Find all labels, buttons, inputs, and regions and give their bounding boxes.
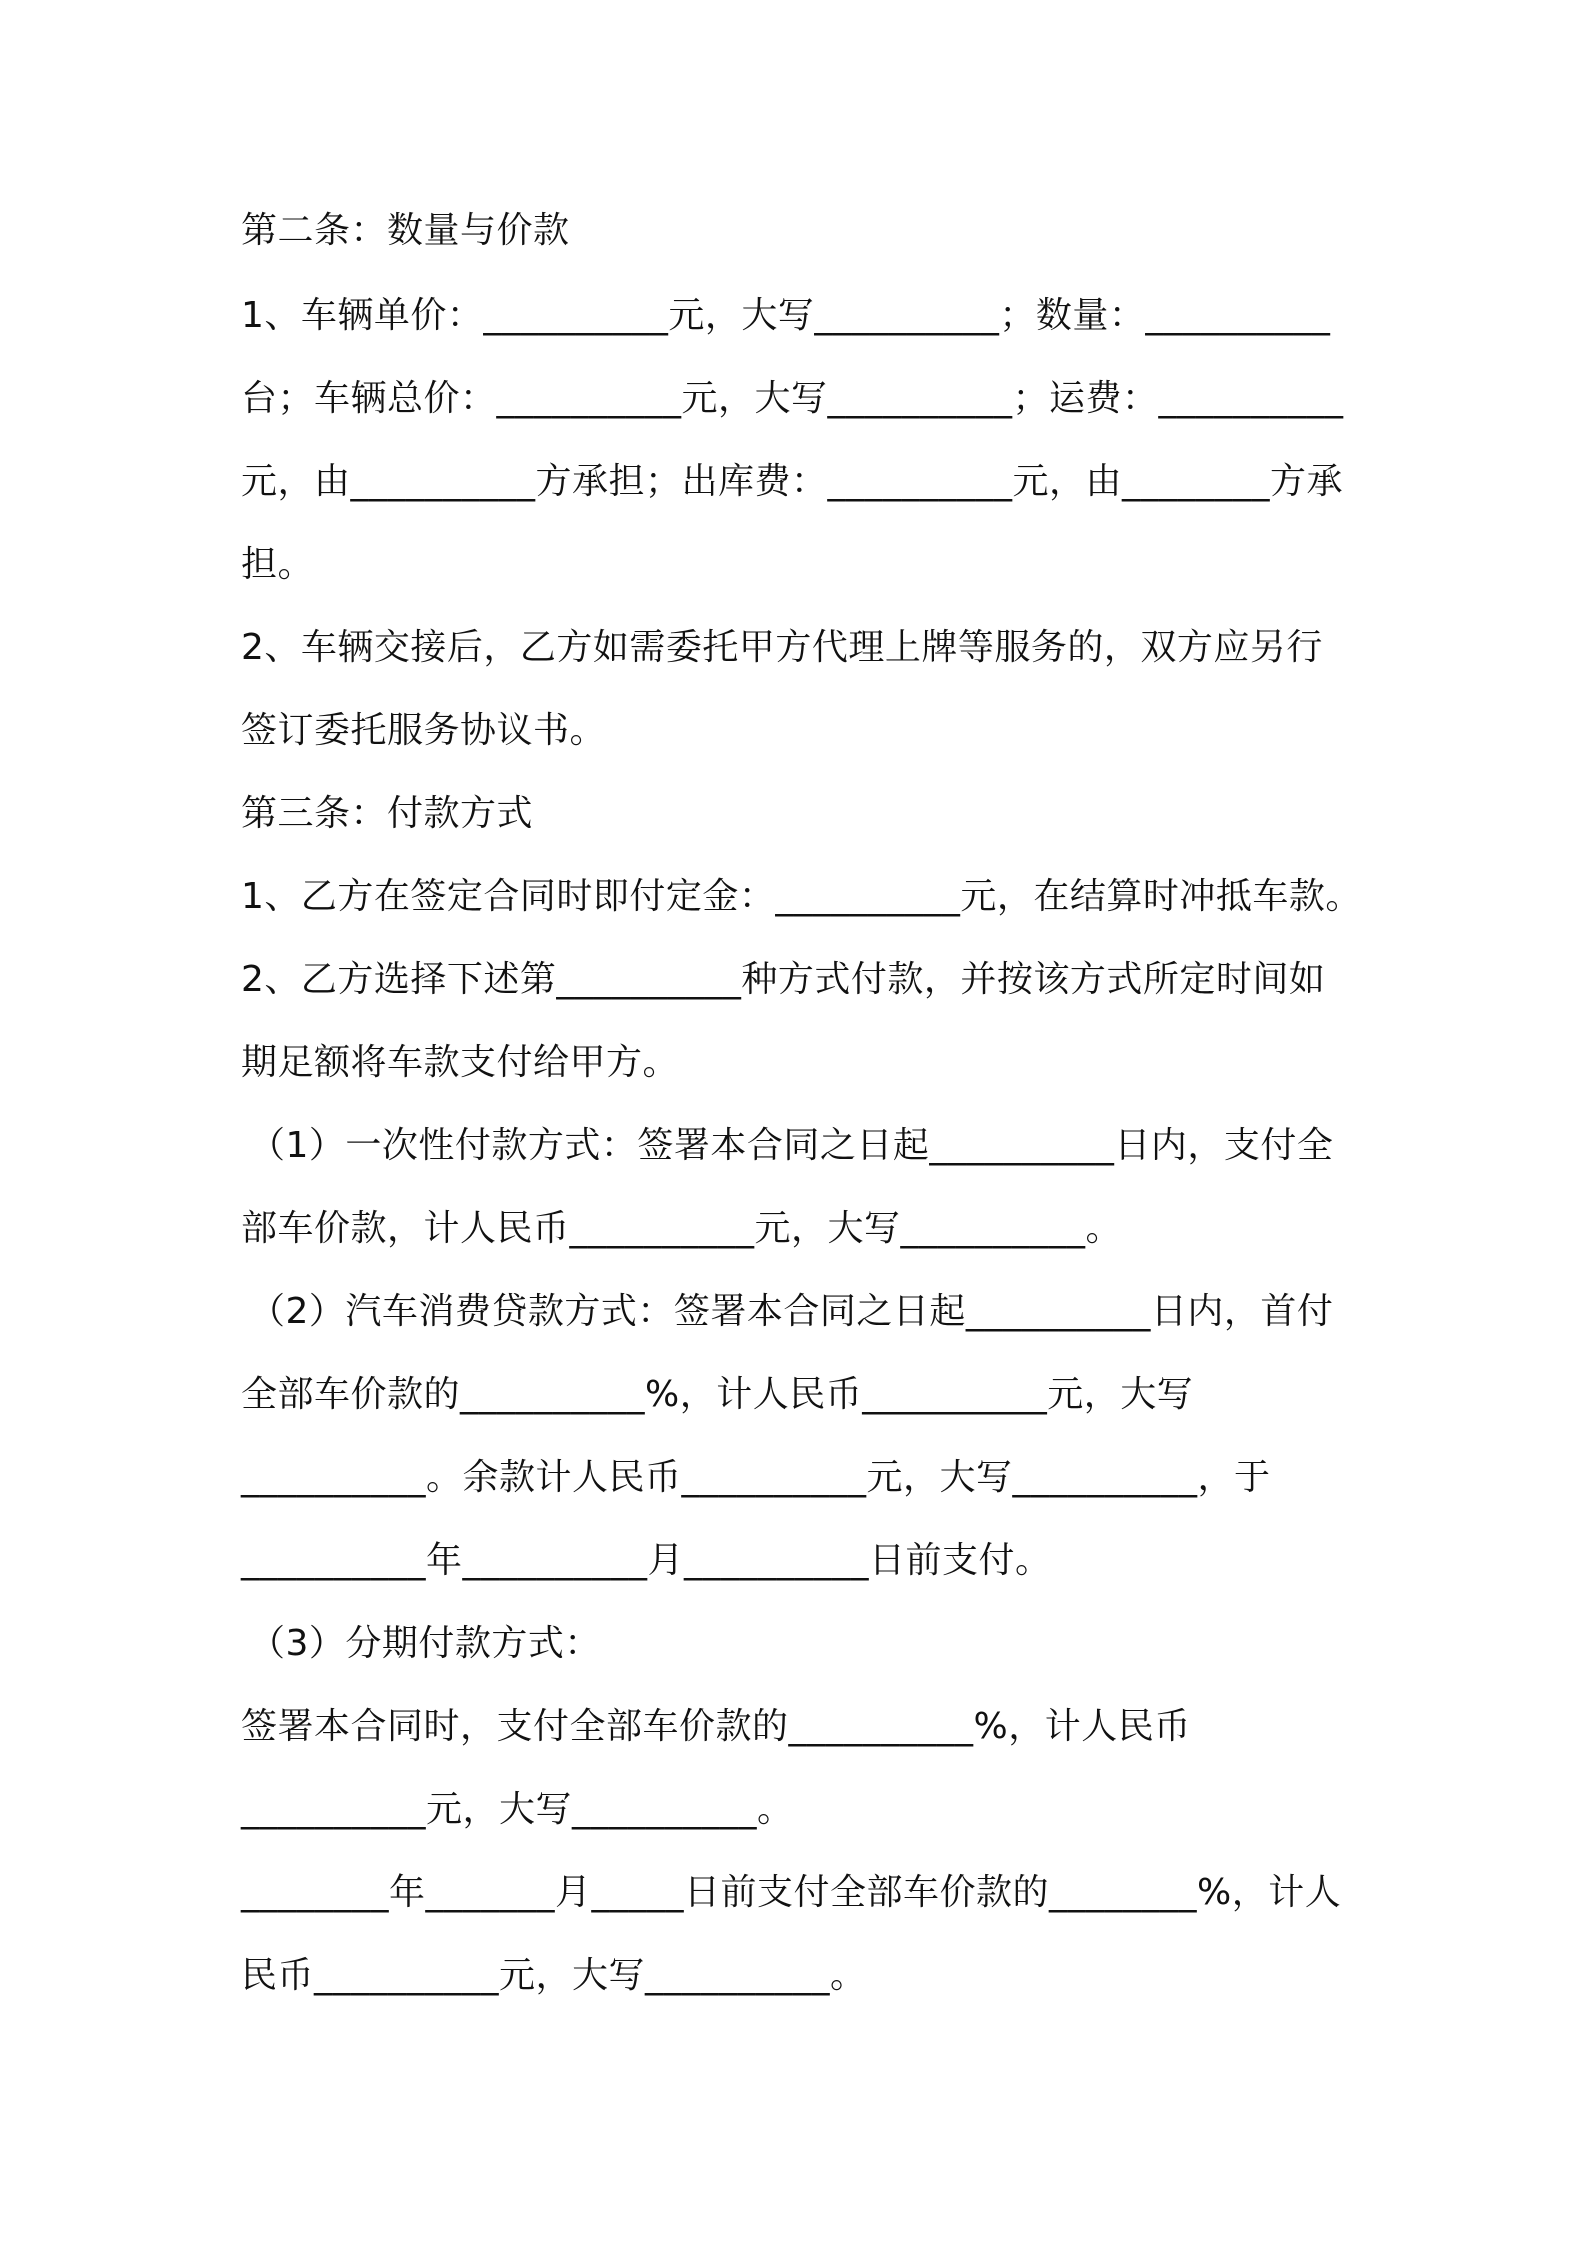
clause-line: 期足额将车款支付给甲方。 (241, 1042, 680, 1083)
clause-line: 民币__________元，大写__________。 (241, 1955, 867, 1996)
clause-line: 部车价款，计人民币__________元，大写__________。 (241, 1208, 1123, 1249)
clause-line: 1、乙方在签定合同时即付定金：__________元，在结算时冲抵车款。 (241, 876, 1362, 917)
clause-line: 签订委托服务协议书。 (241, 710, 607, 751)
payment-option-3: （3）分期付款方式： (249, 1623, 601, 1664)
clause-line: 全部车价款的__________%，计人民币__________元，大写 (241, 1374, 1194, 1415)
clause-line: 2、乙方选择下述第__________种方式付款，并按该方式所定时间如 (241, 959, 1326, 1000)
clause-line: 签署本合同时，支付全部车价款的__________%，计人民币 (241, 1706, 1191, 1747)
clause-line: 1、车辆单价：__________元，大写__________；数量：__________ (241, 295, 1331, 336)
clause-line: __________元，大写__________。 (241, 1789, 794, 1830)
clause-line: 2、车辆交接后，乙方如需委托甲方代理上牌等服务的，双方应另行 (241, 627, 1323, 668)
clause-line: ________年_______月_____日前支付全部车价款的________%，计人 (241, 1872, 1342, 1913)
clause-line: __________年__________月__________日前支付。 (241, 1540, 1052, 1581)
article-3-heading: 第三条：付款方式 (241, 793, 534, 834)
clause-line: 元，由__________方承担；出库费：__________元，由________方承 (241, 461, 1344, 502)
clause-line: 台；车辆总价：__________元，大写__________；运费：__________ (241, 378, 1344, 419)
payment-option-2: （2）汽车消费贷款方式：签署本合同之日起__________日内，首付 (249, 1291, 1334, 1332)
article-2-heading: 第二条：数量与价款 (241, 210, 570, 251)
clause-line: __________。余款计人民币__________元，大写__________，于 (241, 1457, 1271, 1498)
payment-option-1: （1）一次性付款方式：签署本合同之日起__________日内，支付全 (249, 1125, 1334, 1166)
clause-line: 担。 (241, 544, 315, 585)
